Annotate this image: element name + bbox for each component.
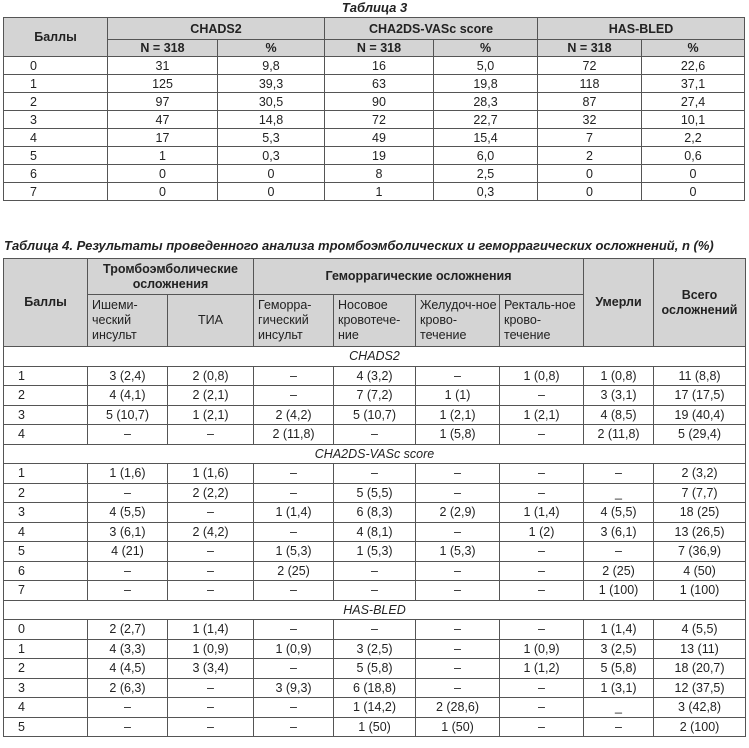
- table3-group-cha2ds-vasc: CHA2DS-VASc score: [325, 18, 538, 40]
- table3-n-label: N = 318: [538, 40, 642, 57]
- value-cell: 4 (4,1): [88, 386, 168, 406]
- value-cell: 4 (3,2): [334, 366, 416, 386]
- value-cell: –: [500, 483, 584, 503]
- table3-n-label: N = 318: [108, 40, 218, 57]
- value-cell: 15,4: [434, 129, 538, 147]
- table-row: [4, 75, 745, 93]
- table-row: [4, 405, 746, 425]
- table4: [3, 258, 746, 737]
- table4-title: Таблица 4. Результаты проведенного анализа тромбоэмболических и геморрагических осложнений, n (%): [4, 238, 714, 253]
- value-cell: 17 (17,5): [654, 386, 746, 406]
- value-cell: 2 (11,8): [254, 425, 334, 445]
- table-row: [4, 581, 746, 601]
- value-cell: –: [500, 542, 584, 562]
- value-cell: 2 (3,2): [654, 464, 746, 484]
- value-cell: 5 (10,7): [88, 405, 168, 425]
- table4-hemo-header: Геморрагические осложнения: [254, 259, 584, 295]
- value-cell: 72: [325, 111, 434, 129]
- value-cell: –: [500, 425, 584, 445]
- value-cell: 2 (2,7): [88, 620, 168, 640]
- score-cell: 2: [4, 93, 108, 111]
- value-cell: 9,8: [218, 57, 325, 75]
- value-cell: –: [168, 678, 254, 698]
- table-row: [4, 165, 745, 183]
- table-row: [4, 147, 745, 165]
- value-cell: 32: [538, 111, 642, 129]
- value-cell: –: [500, 561, 584, 581]
- value-cell: 2 (28,6): [416, 698, 500, 718]
- table3-group-has-bled: HAS-BLED: [538, 18, 745, 40]
- value-cell: 6,0: [434, 147, 538, 165]
- value-cell: 1 (100): [584, 581, 654, 601]
- value-cell: –: [254, 522, 334, 542]
- score-cell: 1: [4, 639, 88, 659]
- table4-sub-nosebleed: Носовое кровотече-ние: [334, 295, 416, 347]
- table4-body: [4, 347, 746, 737]
- value-cell: 22,7: [434, 111, 538, 129]
- value-cell: 1 (0,9): [168, 639, 254, 659]
- table-row: [4, 129, 745, 147]
- value-cell: 4 (21): [88, 542, 168, 562]
- value-cell: 0,6: [642, 147, 745, 165]
- value-cell: 1 (0,9): [254, 639, 334, 659]
- value-cell: 16: [325, 57, 434, 75]
- value-cell: –: [500, 386, 584, 406]
- value-cell: –: [584, 717, 654, 737]
- value-cell: 27,4: [642, 93, 745, 111]
- table4-sub-hemorrhagic-stroke: Геморра-гический инсульт: [254, 295, 334, 347]
- table3-row-header: Баллы: [4, 18, 108, 57]
- value-cell: –: [500, 678, 584, 698]
- table3-title: Таблица 3: [341, 0, 408, 15]
- value-cell: 28,3: [434, 93, 538, 111]
- value-cell: 13 (26,5): [654, 522, 746, 542]
- table3: [3, 17, 745, 201]
- value-cell: –: [254, 698, 334, 718]
- value-cell: 1 (2,1): [168, 405, 254, 425]
- value-cell: 1 (100): [654, 581, 746, 601]
- value-cell: 3 (6,1): [584, 522, 654, 542]
- value-cell: –: [416, 678, 500, 698]
- table4-died-header: Умерли: [584, 259, 654, 347]
- value-cell: –: [88, 561, 168, 581]
- table-row: [4, 522, 746, 542]
- table-row: [4, 57, 745, 75]
- value-cell: –: [168, 581, 254, 601]
- value-cell: 0: [108, 165, 218, 183]
- value-cell: 2 (25): [584, 561, 654, 581]
- table-row: [4, 678, 746, 698]
- value-cell: 3 (9,3): [254, 678, 334, 698]
- value-cell: 1 (0,8): [584, 366, 654, 386]
- value-cell: 2: [538, 147, 642, 165]
- score-cell: 5: [4, 717, 88, 737]
- value-cell: 0: [218, 165, 325, 183]
- value-cell: –: [500, 620, 584, 640]
- value-cell: 2 (2,2): [168, 483, 254, 503]
- value-cell: 0: [642, 183, 745, 201]
- value-cell: 2 (2,9): [416, 503, 500, 523]
- value-cell: –: [500, 464, 584, 484]
- score-cell: 4: [4, 129, 108, 147]
- value-cell: 2 (100): [654, 717, 746, 737]
- value-cell: –: [254, 483, 334, 503]
- value-cell: 4 (5,5): [88, 503, 168, 523]
- value-cell: 0: [538, 183, 642, 201]
- value-cell: 1 (1,2): [500, 659, 584, 679]
- value-cell: 0: [642, 165, 745, 183]
- table-row: [4, 386, 746, 406]
- score-cell: 3: [4, 405, 88, 425]
- value-cell: 19,8: [434, 75, 538, 93]
- table4-row-header: Баллы: [4, 259, 88, 347]
- table4-sub-tia: ТИА: [168, 295, 254, 347]
- value-cell: 3 (3,4): [168, 659, 254, 679]
- value-cell: –: [88, 717, 168, 737]
- value-cell: 1 (1,4): [168, 620, 254, 640]
- table4-total-header: Всего осложнений: [654, 259, 746, 347]
- value-cell: 3 (2,5): [584, 639, 654, 659]
- score-cell: 2: [4, 386, 88, 406]
- value-cell: 87: [538, 93, 642, 111]
- score-cell: 5: [4, 147, 108, 165]
- value-cell: 19: [325, 147, 434, 165]
- value-cell: –: [416, 483, 500, 503]
- score-cell: 7: [4, 581, 88, 601]
- value-cell: 5 (29,4): [654, 425, 746, 445]
- value-cell: 1 (1,4): [254, 503, 334, 523]
- value-cell: –: [584, 542, 654, 562]
- value-cell: 1 (5,3): [334, 542, 416, 562]
- score-cell: 2: [4, 483, 88, 503]
- value-cell: 13 (11): [654, 639, 746, 659]
- value-cell: _: [584, 698, 654, 718]
- value-cell: 0,3: [434, 183, 538, 201]
- value-cell: –: [254, 659, 334, 679]
- value-cell: 2 (11,8): [584, 425, 654, 445]
- value-cell: –: [88, 581, 168, 601]
- value-cell: 30,5: [218, 93, 325, 111]
- value-cell: 7: [538, 129, 642, 147]
- value-cell: –: [254, 366, 334, 386]
- value-cell: 3 (3,1): [584, 386, 654, 406]
- section-row: [4, 444, 746, 464]
- value-cell: –: [168, 425, 254, 445]
- value-cell: –: [168, 717, 254, 737]
- score-cell: 1: [4, 75, 108, 93]
- table-row: [4, 366, 746, 386]
- score-cell: 4: [4, 522, 88, 542]
- value-cell: –: [254, 386, 334, 406]
- score-cell: 6: [4, 561, 88, 581]
- value-cell: 10,1: [642, 111, 745, 129]
- section-title: CHA2DS-VASc score: [4, 444, 746, 464]
- value-cell: –: [416, 659, 500, 679]
- value-cell: –: [416, 366, 500, 386]
- value-cell: 2 (2,1): [168, 386, 254, 406]
- score-cell: 4: [4, 698, 88, 718]
- value-cell: –: [416, 522, 500, 542]
- value-cell: 5 (5,8): [334, 659, 416, 679]
- value-cell: 63: [325, 75, 434, 93]
- value-cell: 2 (0,8): [168, 366, 254, 386]
- value-cell: 5,0: [434, 57, 538, 75]
- value-cell: 5,3: [218, 129, 325, 147]
- value-cell: –: [168, 542, 254, 562]
- table4-sub-ischemic-stroke: Ишеми-ческий инсульт: [88, 295, 168, 347]
- score-cell: 7: [4, 183, 108, 201]
- value-cell: –: [334, 581, 416, 601]
- value-cell: 22,6: [642, 57, 745, 75]
- score-cell: 2: [4, 659, 88, 679]
- value-cell: –: [416, 561, 500, 581]
- value-cell: 1 (2,1): [500, 405, 584, 425]
- section-title: CHADS2: [4, 347, 746, 367]
- value-cell: 18 (25): [654, 503, 746, 523]
- value-cell: 90: [325, 93, 434, 111]
- value-cell: –: [334, 464, 416, 484]
- table-row: [4, 639, 746, 659]
- value-cell: 4 (4,5): [88, 659, 168, 679]
- value-cell: 2 (25): [254, 561, 334, 581]
- value-cell: 1 (1,6): [168, 464, 254, 484]
- value-cell: 1 (50): [334, 717, 416, 737]
- value-cell: –: [254, 581, 334, 601]
- score-cell: 3: [4, 678, 88, 698]
- value-cell: 31: [108, 57, 218, 75]
- score-cell: 6: [4, 165, 108, 183]
- value-cell: 4 (8,5): [584, 405, 654, 425]
- value-cell: –: [334, 561, 416, 581]
- value-cell: 1 (0,9): [500, 639, 584, 659]
- value-cell: 1 (1): [416, 386, 500, 406]
- table-row: [4, 503, 746, 523]
- table3-n-label: N = 318: [325, 40, 434, 57]
- table3-pct-label: %: [642, 40, 745, 57]
- value-cell: 6 (18,8): [334, 678, 416, 698]
- value-cell: 2,5: [434, 165, 538, 183]
- value-cell: 0,3: [218, 147, 325, 165]
- score-cell: 4: [4, 425, 88, 445]
- value-cell: 19 (40,4): [654, 405, 746, 425]
- table4-sub-rectal-bleeding: Ректаль-ное крово-течение: [500, 295, 584, 347]
- value-cell: 47: [108, 111, 218, 129]
- value-cell: 1: [325, 183, 434, 201]
- value-cell: 4 (5,5): [654, 620, 746, 640]
- value-cell: 72: [538, 57, 642, 75]
- table-row: [4, 698, 746, 718]
- value-cell: 1 (3,1): [584, 678, 654, 698]
- value-cell: 3 (42,8): [654, 698, 746, 718]
- table3-pct-label: %: [218, 40, 325, 57]
- value-cell: 4 (8,1): [334, 522, 416, 542]
- score-cell: 5: [4, 542, 88, 562]
- value-cell: 0: [538, 165, 642, 183]
- section-title: HAS-BLED: [4, 600, 746, 620]
- value-cell: 6 (8,3): [334, 503, 416, 523]
- value-cell: 1 (2,1): [416, 405, 500, 425]
- value-cell: 1 (1,6): [88, 464, 168, 484]
- value-cell: 1 (1,4): [584, 620, 654, 640]
- value-cell: –: [416, 620, 500, 640]
- value-cell: –: [254, 620, 334, 640]
- value-cell: –: [416, 464, 500, 484]
- value-cell: –: [334, 425, 416, 445]
- value-cell: –: [416, 639, 500, 659]
- value-cell: 37,1: [642, 75, 745, 93]
- value-cell: 0: [108, 183, 218, 201]
- score-cell: 3: [4, 503, 88, 523]
- value-cell: 97: [108, 93, 218, 111]
- value-cell: 2 (6,3): [88, 678, 168, 698]
- table-row: [4, 111, 745, 129]
- table3-pct-label: %: [434, 40, 538, 57]
- value-cell: –: [500, 717, 584, 737]
- value-cell: 1 (5,3): [254, 542, 334, 562]
- value-cell: –: [168, 561, 254, 581]
- value-cell: –: [88, 483, 168, 503]
- value-cell: –: [88, 425, 168, 445]
- value-cell: 0: [218, 183, 325, 201]
- value-cell: 17: [108, 129, 218, 147]
- value-cell: 11 (8,8): [654, 366, 746, 386]
- value-cell: 3 (2,4): [88, 366, 168, 386]
- value-cell: –: [500, 698, 584, 718]
- table3-group-chads2: CHADS2: [108, 18, 325, 40]
- value-cell: –: [584, 464, 654, 484]
- score-cell: 0: [4, 57, 108, 75]
- value-cell: 39,3: [218, 75, 325, 93]
- value-cell: 1 (0,8): [500, 366, 584, 386]
- table3-body: [4, 57, 745, 201]
- value-cell: –: [500, 581, 584, 601]
- value-cell: 4 (3,3): [88, 639, 168, 659]
- score-cell: 1: [4, 366, 88, 386]
- value-cell: 2,2: [642, 129, 745, 147]
- score-cell: 0: [4, 620, 88, 640]
- section-row: [4, 600, 746, 620]
- score-cell: 3: [4, 111, 108, 129]
- value-cell: 3 (2,5): [334, 639, 416, 659]
- score-cell: 1: [4, 464, 88, 484]
- value-cell: –: [88, 698, 168, 718]
- table-row: [4, 717, 746, 737]
- value-cell: _: [584, 483, 654, 503]
- value-cell: 118: [538, 75, 642, 93]
- value-cell: 18 (20,7): [654, 659, 746, 679]
- value-cell: 7 (7,7): [654, 483, 746, 503]
- table-row: [4, 464, 746, 484]
- table-row: [4, 561, 746, 581]
- value-cell: 14,8: [218, 111, 325, 129]
- value-cell: 4 (5,5): [584, 503, 654, 523]
- table4-thrombo-header: Тромбоэмболические осложнения: [88, 259, 254, 295]
- value-cell: 1 (5,8): [416, 425, 500, 445]
- table-row: [4, 183, 745, 201]
- value-cell: 1 (5,3): [416, 542, 500, 562]
- value-cell: –: [334, 620, 416, 640]
- value-cell: 1 (14,2): [334, 698, 416, 718]
- section-row: [4, 347, 746, 367]
- value-cell: 7 (7,2): [334, 386, 416, 406]
- value-cell: –: [168, 698, 254, 718]
- value-cell: 49: [325, 129, 434, 147]
- value-cell: –: [416, 581, 500, 601]
- table-row: [4, 425, 746, 445]
- table-row: [4, 483, 746, 503]
- value-cell: 7 (36,9): [654, 542, 746, 562]
- value-cell: 1 (50): [416, 717, 500, 737]
- table-row: [4, 93, 745, 111]
- table4-sub-gastric-bleeding: Желудоч-ное крово-течение: [416, 295, 500, 347]
- value-cell: 5 (10,7): [334, 405, 416, 425]
- value-cell: 2 (4,2): [254, 405, 334, 425]
- value-cell: 1: [108, 147, 218, 165]
- table-row: [4, 659, 746, 679]
- table-row: [4, 542, 746, 562]
- table-row: [4, 620, 746, 640]
- value-cell: 1 (2): [500, 522, 584, 542]
- value-cell: 5 (5,8): [584, 659, 654, 679]
- value-cell: 4 (50): [654, 561, 746, 581]
- value-cell: 5 (5,5): [334, 483, 416, 503]
- value-cell: 2 (4,2): [168, 522, 254, 542]
- value-cell: 1 (1,4): [500, 503, 584, 523]
- value-cell: 125: [108, 75, 218, 93]
- value-cell: 8: [325, 165, 434, 183]
- value-cell: –: [254, 464, 334, 484]
- value-cell: –: [168, 503, 254, 523]
- value-cell: 3 (6,1): [88, 522, 168, 542]
- value-cell: 12 (37,5): [654, 678, 746, 698]
- value-cell: –: [254, 717, 334, 737]
